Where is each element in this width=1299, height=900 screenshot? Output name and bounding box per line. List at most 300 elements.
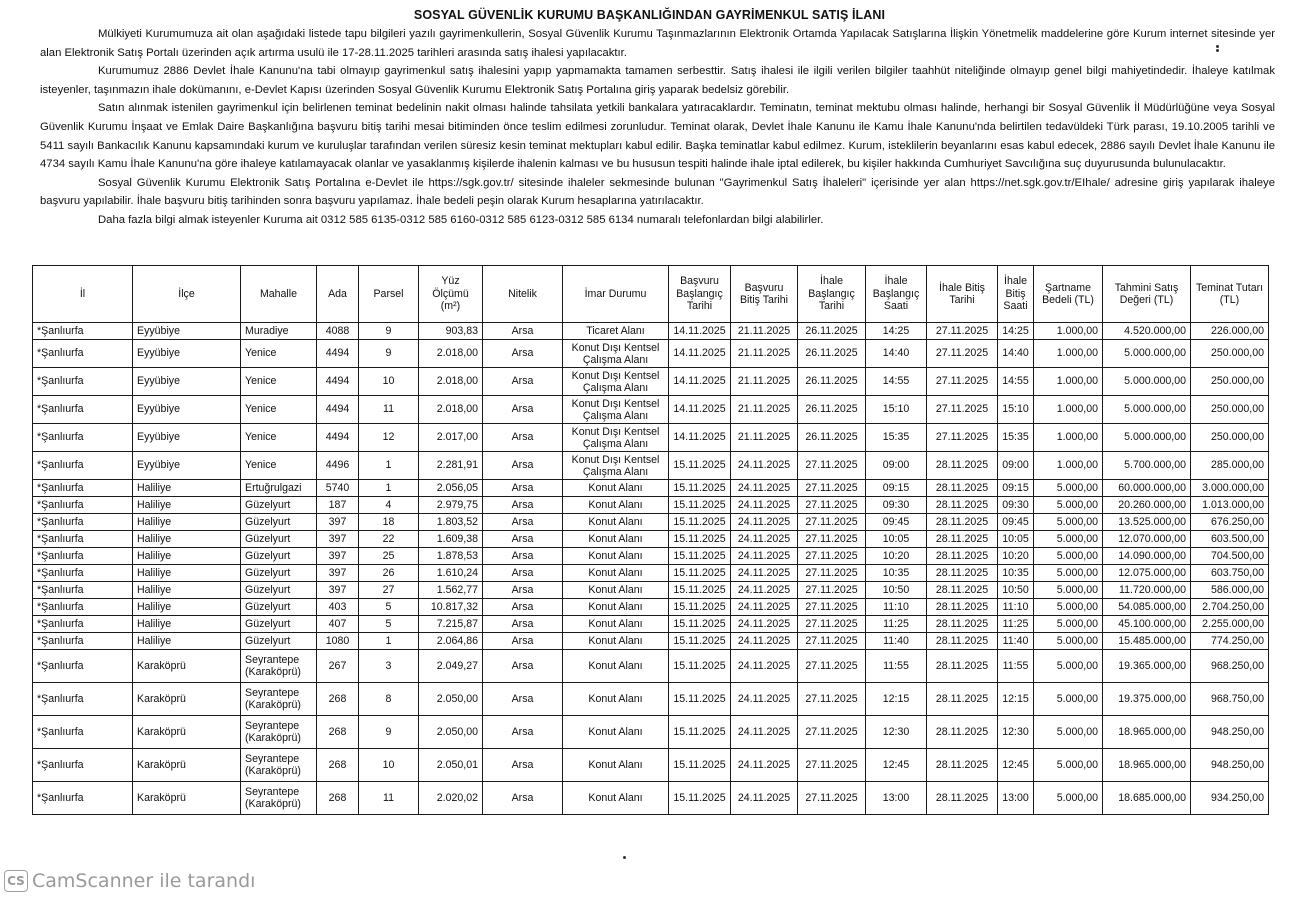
cell-ihale-baslangic-saati: 12:15 [866, 683, 927, 716]
cell-basvuru-baslangic-tarihi: 15.11.2025 [669, 514, 731, 531]
cell-mahalle: Seyrantepe (Karaköprü) [241, 782, 317, 815]
cell-teminat-tutari: 968.250,00 [1191, 650, 1269, 683]
cell-nitelik: Arsa [483, 616, 563, 633]
cell-yuzolcumu: 1.610,24 [419, 565, 483, 582]
cell-tahmini-satis-degeri: 4.520.000,00 [1103, 323, 1191, 340]
cell-ada: 397 [317, 514, 359, 531]
cell-basvuru-bitis-tarihi: 21.11.2025 [731, 323, 798, 340]
cell-tahmini-satis-degeri: 11.720.000,00 [1103, 582, 1191, 599]
header-basvuru-bitis-tarihi: Başvuru Bitiş Tarihi [731, 266, 798, 323]
cell-imar-durumu: Konut Alanı [563, 633, 669, 650]
cell-yuzolcumu: 2.050,01 [419, 749, 483, 782]
camscanner-text: CamScanner ile tarandı [32, 870, 256, 892]
cell-basvuru-baslangic-tarihi: 15.11.2025 [669, 452, 731, 480]
table-row [33, 716, 1269, 749]
cell-basvuru-bitis-tarihi: 24.11.2025 [731, 480, 798, 497]
cell-mahalle: Güzelyurt [241, 497, 317, 514]
cell-ihale-baslangic-tarihi: 27.11.2025 [798, 548, 866, 565]
cell-ihale-baslangic-saati: 15:10 [866, 396, 927, 424]
cell-ihale-baslangic-saati: 09:45 [866, 514, 927, 531]
cell-nitelik: Arsa [483, 548, 563, 565]
cell-imar-durumu: Konut Alanı [563, 497, 669, 514]
cell-basvuru-bitis-tarihi: 24.11.2025 [731, 683, 798, 716]
cell-imar-durumu: Konut Alanı [563, 716, 669, 749]
cell-ada: 397 [317, 531, 359, 548]
cell-ilce: Karaköprü [133, 650, 241, 683]
table-row [33, 565, 1269, 582]
cell-ihale-baslangic-saati: 12:30 [866, 716, 927, 749]
cell-nitelik: Arsa [483, 716, 563, 749]
header-ihale-bitis-saati: İhale Bitiş Saati [998, 266, 1034, 323]
cell-basvuru-baslangic-tarihi: 14.11.2025 [669, 424, 731, 452]
header-teminat-tutari: Teminat Tutarı (TL) [1191, 266, 1269, 323]
header-imar-durumu: İmar Durumu [563, 266, 669, 323]
cell-il: *Şanlıurfa [33, 716, 133, 749]
cell-imar-durumu: Konut Alanı [563, 514, 669, 531]
cell-basvuru-baslangic-tarihi: 15.11.2025 [669, 565, 731, 582]
cell-nitelik: Arsa [483, 531, 563, 548]
cell-ilce: Haliliye [133, 497, 241, 514]
cell-ihale-baslangic-saati: 11:40 [866, 633, 927, 650]
cell-imar-durumu: Konut Dışı Kentsel Çalışma Alanı [563, 368, 669, 396]
cell-ihale-bitis-saati: 10:20 [998, 548, 1034, 565]
cell-ilce: Eyyübiye [133, 424, 241, 452]
cell-yuzolcumu: 2.064,86 [419, 633, 483, 650]
cell-parsel: 9 [359, 340, 419, 368]
cell-yuzolcumu: 1.803,52 [419, 514, 483, 531]
cell-basvuru-baslangic-tarihi: 15.11.2025 [669, 782, 731, 815]
cell-ilce: Haliliye [133, 480, 241, 497]
cell-ada: 4494 [317, 424, 359, 452]
cell-tahmini-satis-degeri: 54.085.000,00 [1103, 599, 1191, 616]
header-basvuru-baslangic-tarihi: Başvuru Başlangıç Tarihi [669, 266, 731, 323]
cell-sartname-bedeli: 5.000,00 [1034, 531, 1103, 548]
cell-il: *Şanlıurfa [33, 497, 133, 514]
cell-imar-durumu: Konut Dışı Kentsel Çalışma Alanı [563, 424, 669, 452]
cell-ihale-bitis-saati: 12:15 [998, 683, 1034, 716]
cell-nitelik: Arsa [483, 599, 563, 616]
cell-mahalle: Güzelyurt [241, 633, 317, 650]
cell-teminat-tutari: 704.500,00 [1191, 548, 1269, 565]
cell-ihale-baslangic-tarihi: 27.11.2025 [798, 782, 866, 815]
cell-tahmini-satis-degeri: 15.485.000,00 [1103, 633, 1191, 650]
header-tahmini-satis-degeri: Tahmini Satış Değeri (TL) [1103, 266, 1191, 323]
cell-ilce: Karaköprü [133, 683, 241, 716]
cell-ihale-baslangic-saati: 09:30 [866, 497, 927, 514]
cell-basvuru-bitis-tarihi: 21.11.2025 [731, 368, 798, 396]
cell-ihale-baslangic-tarihi: 27.11.2025 [798, 749, 866, 782]
cell-ilce: Eyyübiye [133, 323, 241, 340]
cell-basvuru-baslangic-tarihi: 15.11.2025 [669, 599, 731, 616]
cell-mahalle: Güzelyurt [241, 548, 317, 565]
cell-basvuru-bitis-tarihi: 24.11.2025 [731, 582, 798, 599]
cell-il: *Şanlıurfa [33, 548, 133, 565]
cell-ilce: Haliliye [133, 548, 241, 565]
cell-sartname-bedeli: 5.000,00 [1034, 548, 1103, 565]
cell-sartname-bedeli: 1.000,00 [1034, 340, 1103, 368]
cell-imar-durumu: Konut Alanı [563, 565, 669, 582]
cell-ihale-bitis-saati: 09:00 [998, 452, 1034, 480]
cell-yuzolcumu: 2.979,75 [419, 497, 483, 514]
scan-speck [623, 856, 626, 859]
cell-ada: 4494 [317, 396, 359, 424]
cell-sartname-bedeli: 1.000,00 [1034, 323, 1103, 340]
cell-ilce: Eyyübiye [133, 452, 241, 480]
cell-ihale-bitis-tarihi: 28.11.2025 [927, 480, 998, 497]
cell-nitelik: Arsa [483, 749, 563, 782]
cell-parsel: 5 [359, 616, 419, 633]
cell-basvuru-bitis-tarihi: 24.11.2025 [731, 497, 798, 514]
cell-tahmini-satis-degeri: 13.525.000,00 [1103, 514, 1191, 531]
cell-nitelik: Arsa [483, 633, 563, 650]
paragraph-guarantee: Satın alınmak istenilen gayrimenkul için belirlenen teminat bedelinin nakit olması halinde tahsilata yetkili bankalara yatıracaklardır. Teminatın, teminat mektubu olması halinde, herhangi bir Sosyal Güvenlik İl Müdürlüğüne veya Sosyal Güvenlik Kurumu İnşaat ve Emlak Daire Başkanlığına başvuru bitiş tarihi mesai bitiminden önce teslim edilmesi zorunludur. Teminat olarak, Devlet İhale Kanunu ile Kamu İhale Kanunu'nda belirtilen tedavüldeki Türk parası, 19.10.2005 tarihli ve 5411 sayılı Bankacılık Kanunu kapsamındaki kurum ve kuruluşlar tarafından verilen süresiz kesin teminat mektupları kabul edilir. Başka teminatlar kabul edilmez. Kurum, isteklilerin beyanlarını esas kabul edecek, 2886 sayılı Devlet İhale Kanunu ile 4734 sayılı Kamu İhale Kanunu'na göre ihaleye katılamayacak olanlar ve yasaklanmış kişilerde ihalenin kalması ve bu hususun tespiti halinde ihale iptal edilerek, bu kişiler hakkında Cumhuriyet Savcılığına suç duyurusunda bulunulacaktır. [40, 102, 1275, 171]
cell-ihale-bitis-tarihi: 28.11.2025 [927, 683, 998, 716]
cell-basvuru-bitis-tarihi: 24.11.2025 [731, 616, 798, 633]
cell-ihale-baslangic-tarihi: 27.11.2025 [798, 497, 866, 514]
cell-basvuru-bitis-tarihi: 24.11.2025 [731, 565, 798, 582]
header-sartname-bedeli: Şartname Bedeli (TL) [1034, 266, 1103, 323]
cell-basvuru-baslangic-tarihi: 14.11.2025 [669, 323, 731, 340]
cell-ihale-baslangic-saati: 10:50 [866, 582, 927, 599]
cell-ihale-bitis-tarihi: 27.11.2025 [927, 424, 998, 452]
table-row [33, 368, 1269, 396]
cell-parsel: 10 [359, 368, 419, 396]
cell-ihale-bitis-tarihi: 28.11.2025 [927, 514, 998, 531]
cell-parsel: 1 [359, 480, 419, 497]
paragraph-portal: Sosyal Güvenlik Kurumu Elektronik Satış Portalına e-Devlet ile https://sgk.gov.tr/ sitesinde ihaleler sekmesinde bulunan "Gayrimenkul Satış İhaleleri" içerisinde yer alan https://net.sgk.gov.tr/EIhale/ adresine giriş yapılarak ihaleye başvuru yapılabilir. İhale başvuru bitiş tarihinden sonra başvuru yapılamaz. İhale bedeli peşin olarak Kurum hesaplarına yatırılacaktır. [40, 176, 1275, 208]
paragraph-legal-status: Kurumumuz 2886 Devlet İhale Kanunu'na tabi olmayıp gayrimenkul satış ihalesini yapıp yapmamakta tamamen serbesttir. Satış ihalesi ile ilgili verilen bilgiler taahhüt niteliğinde olmayıp genel bilgi mahiyetindedir. İhaleye katılmak isteyenler, taşınmazın ihale dokümanını, e-Devlet Kapısı üzerinden Sosyal Güvenlik Kurumu Elektronik Satış Portalına giriş yaparak bedelsiz görebilir. [40, 65, 1275, 96]
cell-imar-durumu: Konut Alanı [563, 599, 669, 616]
cell-basvuru-bitis-tarihi: 24.11.2025 [731, 548, 798, 565]
cell-ilce: Haliliye [133, 616, 241, 633]
cell-tahmini-satis-degeri: 14.090.000,00 [1103, 548, 1191, 565]
cell-teminat-tutari: 2.255.000,00 [1191, 616, 1269, 633]
cell-teminat-tutari: 250.000,00 [1191, 396, 1269, 424]
cell-ihale-bitis-saati: 10:50 [998, 582, 1034, 599]
cell-mahalle: Yenice [241, 340, 317, 368]
cell-nitelik: Arsa [483, 424, 563, 452]
cell-ada: 267 [317, 650, 359, 683]
cell-ada: 397 [317, 582, 359, 599]
cell-ihale-baslangic-saati: 09:15 [866, 480, 927, 497]
cell-yuzolcumu: 903,83 [419, 323, 483, 340]
cell-mahalle: Seyrantepe (Karaköprü) [241, 650, 317, 683]
cell-imar-durumu: Konut Alanı [563, 650, 669, 683]
cell-mahalle: Seyrantepe (Karaköprü) [241, 683, 317, 716]
camscanner-logo-icon: CS [4, 870, 28, 892]
cell-parsel: 3 [359, 650, 419, 683]
cell-imar-durumu: Konut Dışı Kentsel Çalışma Alanı [563, 452, 669, 480]
cell-teminat-tutari: 250.000,00 [1191, 340, 1269, 368]
cell-ihale-bitis-saati: 15:10 [998, 396, 1034, 424]
cell-sartname-bedeli: 5.000,00 [1034, 497, 1103, 514]
cell-ilce: Haliliye [133, 582, 241, 599]
cell-ilce: Karaköprü [133, 782, 241, 815]
cell-teminat-tutari: 774.250,00 [1191, 633, 1269, 650]
cell-tahmini-satis-degeri: 5.000.000,00 [1103, 424, 1191, 452]
cell-ihale-bitis-tarihi: 28.11.2025 [927, 582, 998, 599]
table-row [33, 514, 1269, 531]
cell-teminat-tutari: 968.750,00 [1191, 683, 1269, 716]
cell-yuzolcumu: 2.020,02 [419, 782, 483, 815]
cell-sartname-bedeli: 5.000,00 [1034, 599, 1103, 616]
table-row [33, 424, 1269, 452]
cell-mahalle: Seyrantepe (Karaköprü) [241, 716, 317, 749]
cell-nitelik: Arsa [483, 782, 563, 815]
cell-imar-durumu: Konut Alanı [563, 548, 669, 565]
header-ihale-baslangic-tarihi: İhale Başlangıç Tarihi [798, 266, 866, 323]
cell-ada: 397 [317, 548, 359, 565]
cell-parsel: 1 [359, 452, 419, 480]
table-row [33, 452, 1269, 480]
cell-ihale-baslangic-saati: 11:25 [866, 616, 927, 633]
cell-tahmini-satis-degeri: 12.075.000,00 [1103, 565, 1191, 582]
cell-basvuru-bitis-tarihi: 24.11.2025 [731, 650, 798, 683]
cell-mahalle: Yenice [241, 424, 317, 452]
cell-teminat-tutari: 250.000,00 [1191, 368, 1269, 396]
cell-tahmini-satis-degeri: 45.100.000,00 [1103, 616, 1191, 633]
scan-speck [1216, 49, 1219, 52]
header-ada: Ada [317, 266, 359, 323]
cell-mahalle: Güzelyurt [241, 565, 317, 582]
cell-ihale-baslangic-tarihi: 27.11.2025 [798, 452, 866, 480]
cell-ihale-baslangic-saati: 13:00 [866, 782, 927, 815]
cell-teminat-tutari: 934.250,00 [1191, 782, 1269, 815]
cell-parsel: 11 [359, 396, 419, 424]
cell-ihale-baslangic-tarihi: 26.11.2025 [798, 424, 866, 452]
cell-tahmini-satis-degeri: 60.000.000,00 [1103, 480, 1191, 497]
cell-parsel: 10 [359, 749, 419, 782]
cell-ada: 268 [317, 749, 359, 782]
header-ilce: İlçe [133, 266, 241, 323]
cell-nitelik: Arsa [483, 514, 563, 531]
cell-ihale-baslangic-tarihi: 26.11.2025 [798, 396, 866, 424]
table-row [33, 582, 1269, 599]
cell-ihale-bitis-saati: 12:45 [998, 749, 1034, 782]
cell-sartname-bedeli: 1.000,00 [1034, 424, 1103, 452]
cell-yuzolcumu: 2.050,00 [419, 716, 483, 749]
cell-il: *Şanlıurfa [33, 531, 133, 548]
table-row [33, 616, 1269, 633]
cell-tahmini-satis-degeri: 5.000.000,00 [1103, 368, 1191, 396]
cell-yuzolcumu: 10.817,32 [419, 599, 483, 616]
cell-mahalle: Güzelyurt [241, 599, 317, 616]
cell-ihale-bitis-saati: 11:25 [998, 616, 1034, 633]
table-body [33, 323, 1269, 815]
cell-sartname-bedeli: 1.000,00 [1034, 396, 1103, 424]
cell-ihale-bitis-tarihi: 28.11.2025 [927, 565, 998, 582]
cell-teminat-tutari: 676.250,00 [1191, 514, 1269, 531]
cell-tahmini-satis-degeri: 5.000.000,00 [1103, 340, 1191, 368]
cell-tahmini-satis-degeri: 19.375.000,00 [1103, 683, 1191, 716]
cell-imar-durumu: Konut Alanı [563, 616, 669, 633]
cell-ihale-baslangic-saati: 10:05 [866, 531, 927, 548]
cell-ihale-bitis-saati: 11:40 [998, 633, 1034, 650]
header-ihale-baslangic-saati: İhale Başlangıç Saati [866, 266, 927, 323]
cell-ihale-baslangic-saati: 11:10 [866, 599, 927, 616]
cell-il: *Şanlıurfa [33, 582, 133, 599]
cell-ihale-bitis-saati: 09:45 [998, 514, 1034, 531]
cell-mahalle: Güzelyurt [241, 616, 317, 633]
cell-ihale-bitis-saati: 15:35 [998, 424, 1034, 452]
cell-ihale-baslangic-saati: 10:20 [866, 548, 927, 565]
cell-ihale-bitis-tarihi: 28.11.2025 [927, 616, 998, 633]
table-row [33, 683, 1269, 716]
cell-ihale-baslangic-tarihi: 27.11.2025 [798, 531, 866, 548]
cell-ilce: Eyyübiye [133, 368, 241, 396]
cell-ada: 187 [317, 497, 359, 514]
cell-ilce: Haliliye [133, 599, 241, 616]
cell-parsel: 9 [359, 716, 419, 749]
cell-ihale-baslangic-saati: 09:00 [866, 452, 927, 480]
cell-imar-durumu: Konut Alanı [563, 782, 669, 815]
cell-ihale-bitis-tarihi: 28.11.2025 [927, 716, 998, 749]
property-sale-table [32, 265, 1269, 815]
table-row [33, 599, 1269, 616]
cell-imar-durumu: Konut Dışı Kentsel Çalışma Alanı [563, 340, 669, 368]
cell-il: *Şanlıurfa [33, 616, 133, 633]
cell-parsel: 27 [359, 582, 419, 599]
cell-tahmini-satis-degeri: 5.000.000,00 [1103, 396, 1191, 424]
cell-tahmini-satis-degeri: 18.965.000,00 [1103, 716, 1191, 749]
cell-basvuru-bitis-tarihi: 21.11.2025 [731, 396, 798, 424]
cell-teminat-tutari: 586.000,00 [1191, 582, 1269, 599]
cell-basvuru-baslangic-tarihi: 15.11.2025 [669, 749, 731, 782]
cell-basvuru-baslangic-tarihi: 15.11.2025 [669, 497, 731, 514]
cell-parsel: 26 [359, 565, 419, 582]
cell-sartname-bedeli: 1.000,00 [1034, 452, 1103, 480]
cell-tahmini-satis-degeri: 18.965.000,00 [1103, 749, 1191, 782]
cell-ihale-bitis-tarihi: 28.11.2025 [927, 452, 998, 480]
cell-ihale-baslangic-saati: 12:45 [866, 749, 927, 782]
cell-teminat-tutari: 250.000,00 [1191, 424, 1269, 452]
cell-tahmini-satis-degeri: 18.685.000,00 [1103, 782, 1191, 815]
cell-nitelik: Arsa [483, 340, 563, 368]
cell-ihale-baslangic-tarihi: 26.11.2025 [798, 340, 866, 368]
header-yuzolcumu: Yüz Ölçümü (m²) [419, 266, 483, 323]
cell-ada: 4494 [317, 368, 359, 396]
cell-ihale-baslangic-saati: 14:25 [866, 323, 927, 340]
cell-ihale-bitis-tarihi: 27.11.2025 [927, 323, 998, 340]
cell-il: *Şanlıurfa [33, 633, 133, 650]
cell-mahalle: Muradiye [241, 323, 317, 340]
cell-ada: 4494 [317, 340, 359, 368]
cell-imar-durumu: Konut Alanı [563, 582, 669, 599]
cell-sartname-bedeli: 5.000,00 [1034, 782, 1103, 815]
cell-basvuru-baslangic-tarihi: 15.11.2025 [669, 582, 731, 599]
cell-ada: 4088 [317, 323, 359, 340]
cell-teminat-tutari: 603.750,00 [1191, 565, 1269, 582]
cell-ada: 397 [317, 565, 359, 582]
cell-ihale-baslangic-saati: 14:40 [866, 340, 927, 368]
cell-parsel: 18 [359, 514, 419, 531]
cell-yuzolcumu: 2.056,05 [419, 480, 483, 497]
cell-ihale-bitis-tarihi: 27.11.2025 [927, 368, 998, 396]
cell-parsel: 9 [359, 323, 419, 340]
cell-basvuru-bitis-tarihi: 24.11.2025 [731, 782, 798, 815]
cell-basvuru-baslangic-tarihi: 14.11.2025 [669, 396, 731, 424]
cell-il: *Şanlıurfa [33, 599, 133, 616]
cell-il: *Şanlıurfa [33, 323, 133, 340]
cell-ihale-baslangic-tarihi: 27.11.2025 [798, 480, 866, 497]
cell-il: *Şanlıurfa [33, 480, 133, 497]
cell-il: *Şanlıurfa [33, 396, 133, 424]
cell-yuzolcumu: 2.049,27 [419, 650, 483, 683]
cell-basvuru-bitis-tarihi: 21.11.2025 [731, 424, 798, 452]
cell-mahalle: Yenice [241, 368, 317, 396]
cell-yuzolcumu: 2.018,00 [419, 396, 483, 424]
cell-ihale-baslangic-tarihi: 27.11.2025 [798, 633, 866, 650]
cell-basvuru-baslangic-tarihi: 14.11.2025 [669, 368, 731, 396]
cell-il: *Şanlıurfa [33, 424, 133, 452]
cell-ada: 1080 [317, 633, 359, 650]
cell-ada: 5740 [317, 480, 359, 497]
cell-il: *Şanlıurfa [33, 782, 133, 815]
cell-ilce: Haliliye [133, 531, 241, 548]
cell-basvuru-bitis-tarihi: 24.11.2025 [731, 633, 798, 650]
header-nitelik: Nitelik [483, 266, 563, 323]
cell-ihale-baslangic-tarihi: 27.11.2025 [798, 616, 866, 633]
cell-sartname-bedeli: 5.000,00 [1034, 616, 1103, 633]
cell-teminat-tutari: 1.013.000,00 [1191, 497, 1269, 514]
cell-ihale-baslangic-saati: 11:55 [866, 650, 927, 683]
cell-nitelik: Arsa [483, 368, 563, 396]
table-row [33, 633, 1269, 650]
cell-ihale-bitis-tarihi: 28.11.2025 [927, 531, 998, 548]
table-row [33, 323, 1269, 340]
cell-ilce: Haliliye [133, 565, 241, 582]
cell-ihale-baslangic-tarihi: 27.11.2025 [798, 514, 866, 531]
cell-ihale-bitis-tarihi: 28.11.2025 [927, 599, 998, 616]
cell-ihale-bitis-saati: 10:35 [998, 565, 1034, 582]
cell-ihale-bitis-tarihi: 28.11.2025 [927, 633, 998, 650]
cell-basvuru-bitis-tarihi: 24.11.2025 [731, 514, 798, 531]
cell-teminat-tutari: 603.500,00 [1191, 531, 1269, 548]
cell-nitelik: Arsa [483, 323, 563, 340]
cell-ihale-bitis-tarihi: 27.11.2025 [927, 340, 998, 368]
cell-ihale-bitis-saati: 09:15 [998, 480, 1034, 497]
cell-parsel: 8 [359, 683, 419, 716]
cell-teminat-tutari: 226.000,00 [1191, 323, 1269, 340]
cell-ihale-baslangic-tarihi: 27.11.2025 [798, 683, 866, 716]
cell-ilce: Haliliye [133, 514, 241, 531]
cell-ihale-baslangic-tarihi: 27.11.2025 [798, 565, 866, 582]
cell-sartname-bedeli: 1.000,00 [1034, 368, 1103, 396]
cell-ihale-bitis-saati: 14:25 [998, 323, 1034, 340]
table-row [33, 548, 1269, 565]
cell-ihale-baslangic-tarihi: 27.11.2025 [798, 650, 866, 683]
cell-ihale-bitis-saati: 09:30 [998, 497, 1034, 514]
cell-yuzolcumu: 2.017,00 [419, 424, 483, 452]
cell-ihale-bitis-tarihi: 28.11.2025 [927, 548, 998, 565]
cell-basvuru-bitis-tarihi: 24.11.2025 [731, 599, 798, 616]
cell-il: *Şanlıurfa [33, 340, 133, 368]
header-il: İl [33, 266, 133, 323]
cell-teminat-tutari: 2.704.250,00 [1191, 599, 1269, 616]
cell-nitelik: Arsa [483, 452, 563, 480]
cell-yuzolcumu: 2.018,00 [419, 368, 483, 396]
cell-nitelik: Arsa [483, 480, 563, 497]
cell-parsel: 22 [359, 531, 419, 548]
cell-imar-durumu: Konut Alanı [563, 683, 669, 716]
cell-ihale-bitis-tarihi: 28.11.2025 [927, 650, 998, 683]
cell-mahalle: Güzelyurt [241, 514, 317, 531]
cell-sartname-bedeli: 5.000,00 [1034, 633, 1103, 650]
cell-il: *Şanlıurfa [33, 368, 133, 396]
cell-yuzolcumu: 2.050,00 [419, 683, 483, 716]
cell-teminat-tutari: 948.250,00 [1191, 749, 1269, 782]
cell-ihale-bitis-tarihi: 28.11.2025 [927, 782, 998, 815]
